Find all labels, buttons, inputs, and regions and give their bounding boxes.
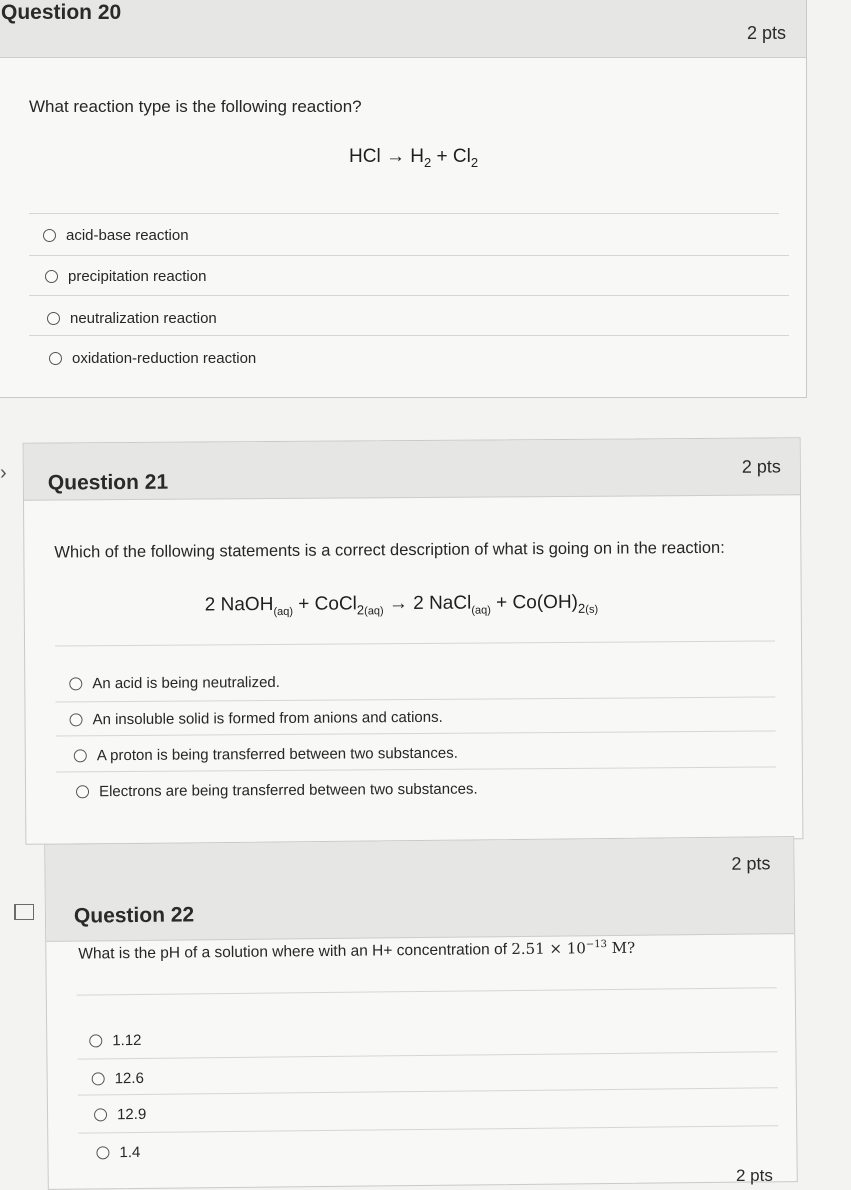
- radio-button[interactable]: [76, 785, 89, 798]
- answer-option[interactable]: [94, 1106, 146, 1124]
- question-20-points: 2 pts: [747, 23, 787, 43]
- radio-button[interactable]: [94, 1108, 107, 1121]
- product-cooh: Co(OH): [512, 591, 579, 614]
- answer-label: oxidation-reduction reaction: [72, 350, 257, 367]
- answer-option[interactable]: [47, 310, 217, 327]
- answer-label: Electrons are being transferred between two substances.: [98, 780, 478, 801]
- answer-label: 1.4: [119, 1143, 141, 1162]
- unit: M?: [606, 938, 636, 958]
- answer-option[interactable]: [69, 674, 280, 692]
- question-21-title: Question 21: [47, 470, 169, 495]
- mantissa: 2.51 × 10: [511, 939, 586, 959]
- subscript: 2: [356, 602, 365, 618]
- product-nacl: 2 NaCl: [413, 592, 472, 614]
- answer-label: neutralization reaction: [70, 310, 217, 327]
- plus-sign: +: [496, 592, 508, 614]
- product-h-subscript: 2: [423, 155, 432, 170]
- answer-option[interactable]: [76, 781, 478, 801]
- flag-icon[interactable]: [14, 904, 34, 920]
- radio-button[interactable]: [43, 229, 56, 242]
- answer-label: precipitation reaction: [68, 268, 207, 285]
- reactant-cocl: CoCl: [314, 593, 357, 615]
- plus-sign: +: [298, 593, 310, 615]
- divider: [55, 696, 775, 702]
- radio-button[interactable]: [89, 1034, 102, 1047]
- divider: [29, 255, 789, 256]
- state-label: (aq): [471, 604, 491, 617]
- plus-sign: +: [436, 146, 448, 167]
- divider: [29, 213, 779, 214]
- answer-label: acid-base reaction: [66, 227, 189, 244]
- question-22-points: 2 pts: [731, 853, 771, 874]
- answer-option[interactable]: [74, 745, 458, 765]
- answer-label: An insoluble solid is formed from anions and cations.: [92, 708, 443, 729]
- answer-label: A proton is being transferred between two substances.: [96, 744, 458, 765]
- divider: [78, 1087, 778, 1095]
- question-23-points: 2 pts: [736, 1166, 773, 1185]
- answer-option[interactable]: [69, 709, 442, 729]
- concentration-value: [511, 939, 635, 958]
- answer-label: 12.9: [116, 1105, 147, 1124]
- question-21-points: 2 pts: [741, 456, 781, 477]
- reactant-naoh: 2 NaOH: [204, 593, 274, 616]
- product-cl: Cl: [452, 146, 471, 167]
- divider: [56, 766, 776, 772]
- divider: [77, 987, 777, 995]
- question-20-title: Question 20: [1, 1, 122, 24]
- radio-button[interactable]: [49, 352, 62, 365]
- question-22-prompt: [78, 939, 635, 964]
- question-21-card: [23, 437, 804, 844]
- radio-button[interactable]: [45, 270, 58, 283]
- exponent: −13: [585, 939, 608, 951]
- radio-button[interactable]: [69, 713, 82, 726]
- divider: [29, 295, 789, 296]
- question-21-equation: [205, 592, 598, 617]
- product-cl-subscript: 2: [470, 155, 479, 170]
- divider: [78, 1125, 778, 1133]
- radio-button[interactable]: [47, 312, 60, 325]
- reaction-arrow: →: [388, 593, 408, 615]
- answer-option[interactable]: [92, 1070, 144, 1088]
- state-label: (s): [585, 603, 599, 616]
- question-22-card: [44, 836, 798, 1190]
- answer-label: An acid is being neutralized.: [92, 673, 280, 693]
- question-20-equation: [349, 146, 478, 168]
- chevron-right-icon[interactable]: ›: [0, 462, 7, 484]
- answer-option[interactable]: [89, 1032, 141, 1050]
- question-20-card: [0, 0, 807, 398]
- question-22-title: Question 22: [73, 903, 195, 928]
- radio-button[interactable]: [74, 749, 87, 762]
- answer-option[interactable]: [49, 350, 256, 367]
- reaction-arrow: →: [385, 146, 405, 167]
- divider: [77, 1051, 777, 1059]
- prompt-text: What is the pH of a solution where with an H+ concentration of: [78, 941, 508, 963]
- product-h: H: [410, 146, 424, 167]
- state-label: (aq): [273, 605, 294, 618]
- state-label: (aq): [364, 605, 384, 618]
- divider: [55, 640, 775, 646]
- question-20-prompt: What reaction type is the following reaction?: [29, 97, 362, 116]
- reactant-hcl: HCl: [349, 146, 381, 167]
- answer-label: 1.12: [112, 1031, 142, 1050]
- radio-button[interactable]: [96, 1146, 109, 1159]
- divider: [56, 730, 776, 736]
- radio-button[interactable]: [69, 677, 82, 690]
- radio-button[interactable]: [92, 1072, 105, 1085]
- question-21-prompt: Which of the following statements is a correct description of what is going on in the reaction:: [54, 538, 725, 562]
- answer-label: 12.6: [114, 1069, 144, 1088]
- answer-option[interactable]: [96, 1144, 140, 1161]
- divider: [29, 335, 789, 336]
- answer-option[interactable]: [45, 268, 206, 285]
- subscript: 2: [577, 600, 586, 616]
- answer-option[interactable]: [43, 227, 189, 244]
